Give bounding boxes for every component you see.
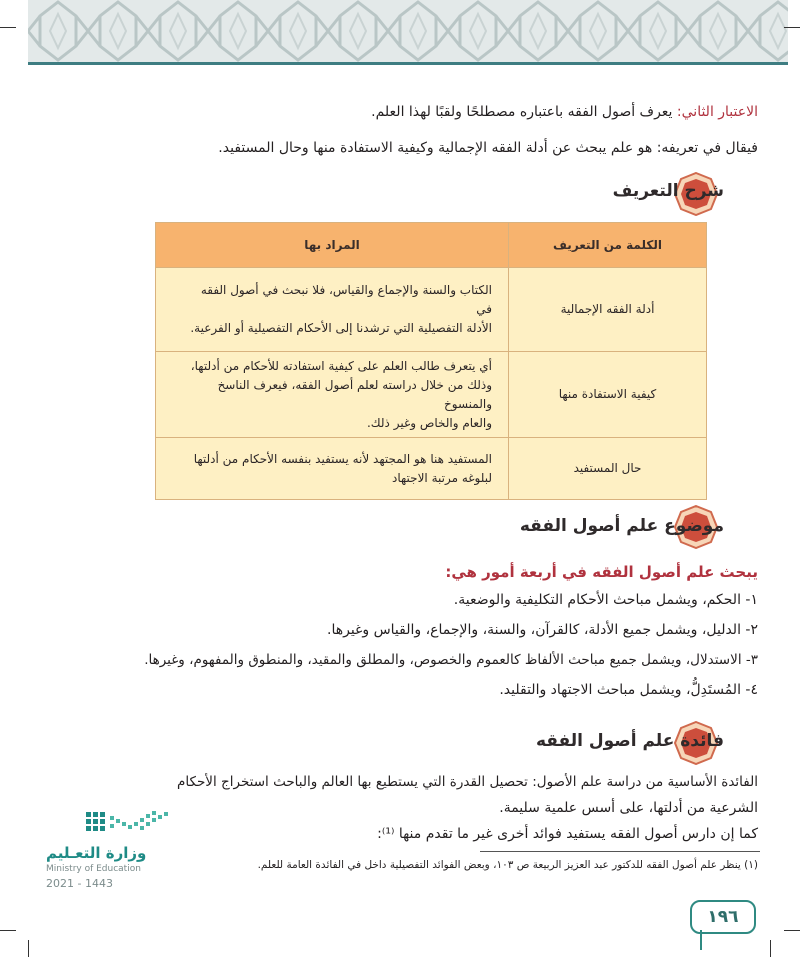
- intro-lead: الاعتبار الثاني:: [676, 104, 758, 120]
- table-cell-term: أدلة الفقه الإجمالية: [509, 268, 707, 352]
- table-cell-term: كيفية الاستفادة منها: [509, 352, 707, 438]
- subject-heading: يبحث علم أصول الفقه في أربعة أمور هي:: [445, 563, 758, 581]
- list-item: ٣- الاستدلال، ويشمل جميع مباحث الألفاظ كالعموم والخصوص، والمطلق والمقيد، والمنطوق والمفهوم، وغيرها.: [144, 652, 758, 668]
- table-header-meaning: المراد بها: [156, 223, 509, 268]
- table-header-term: الكلمة من التعريف: [509, 223, 707, 268]
- table-cell-meaning: [156, 352, 509, 438]
- list-item: ٢- الدليل، ويشمل جميع الأدلة، كالقرآن، والسنة، والإجماع، والقياس وغيرها.: [327, 622, 758, 638]
- crop-mark: [784, 930, 800, 931]
- list-item: ٤- المُستَدِلُّ، ويشمل مباحث الاجتهاد والتقليد.: [499, 682, 758, 698]
- table-row: [156, 352, 707, 438]
- intro-line-1-text: يعرف أصول الفقه باعتباره مصطلحًا ولقبًا لهذا العلم.: [371, 104, 677, 120]
- intro-line-2: فيقال في تعريفه: هو علم يبحث عن أدلة الفقه الإجمالية وكيفية الاستفادة منها وحال المستفيد.: [218, 140, 758, 156]
- meaning-line: الأدلة التفصيلية التي ترشدنا إلى الأحكام التفصيلية أو الفرعية.: [190, 321, 492, 335]
- crop-mark: [28, 940, 29, 957]
- table-row: [156, 268, 707, 352]
- ministry-year: 2021 - 1443: [46, 877, 113, 890]
- table-cell-meaning: [156, 268, 509, 352]
- meaning-line: الكتاب والسنة والإجماع والقياس، فلا نبحث في أصول الفقه في: [200, 283, 492, 316]
- benefit-line-3: كما إن دارس أصول الفقه يستفيد فوائد أخرى غير ما تقدم منها ⁽¹⁾:: [377, 826, 758, 842]
- table-header-row: [156, 223, 707, 268]
- definition-table: [155, 222, 707, 500]
- section-title-benefit: فائدة علم أصول الفقه: [535, 731, 724, 751]
- intro-line-1: [371, 101, 758, 123]
- table-row: [156, 438, 707, 500]
- crop-mark: [784, 27, 800, 28]
- meaning-line: وذلك من خلال دراسته لعلم أصول الفقه، فيعرف الناسخ والمنسوخ: [217, 377, 492, 411]
- meaning-line: والعام والخاص وغير ذلك.: [366, 415, 492, 430]
- crop-mark: [0, 930, 16, 931]
- header-divider: [28, 62, 788, 65]
- geometric-pattern-icon: [28, 0, 788, 62]
- footnote-divider: [480, 851, 760, 852]
- meaning-line: أي يتعرف طالب العلم على كيفية استفادته للأحكام من أدلتها،: [190, 358, 492, 373]
- meaning-line: المستفيد هنا هو المجتهد لأنه يستفيد بنفسه الأحكام من أدلتها: [193, 451, 492, 466]
- table-cell-meaning: [156, 438, 509, 500]
- header-pattern-band: [28, 0, 788, 62]
- benefit-line-2: الشرعية من أدلتها، على أسس علمية سليمة.: [499, 800, 758, 816]
- ministry-logo-icon: [80, 806, 180, 838]
- page-number: ١٩٦: [690, 900, 756, 934]
- section-title-subject: موضوع علم أصول الفقه: [519, 516, 724, 536]
- table-cell-term: حال المستفيد: [509, 438, 707, 500]
- section-title-definition: شرح التعريف: [612, 181, 724, 201]
- page-number-tail: [700, 930, 702, 950]
- benefit-line-1: الفائدة الأساسية من دراسة علم الأصول: تحصيل القدرة التي يستطيع بها العالم والباحث استخراج الأحكام: [177, 774, 758, 790]
- ministry-name-english: Ministry of Education: [46, 864, 141, 874]
- ministry-name-arabic: وزارة التعـليم: [46, 844, 147, 862]
- list-item: ١- الحكم، ويشمل مباحث الأحكام التكليفية والوضعية.: [453, 592, 758, 608]
- meaning-line: لبلوغه مرتبة الاجتهاد: [392, 470, 492, 485]
- crop-mark: [0, 27, 16, 28]
- footnote: (١) ينظر علم أصول الفقه للدكتور عبد العزيز الربيعة ص ١٠٣، وبعض الفوائد التفصيلية داخل في الفائدة العامة للعلم.: [257, 859, 758, 871]
- crop-mark: [770, 940, 771, 957]
